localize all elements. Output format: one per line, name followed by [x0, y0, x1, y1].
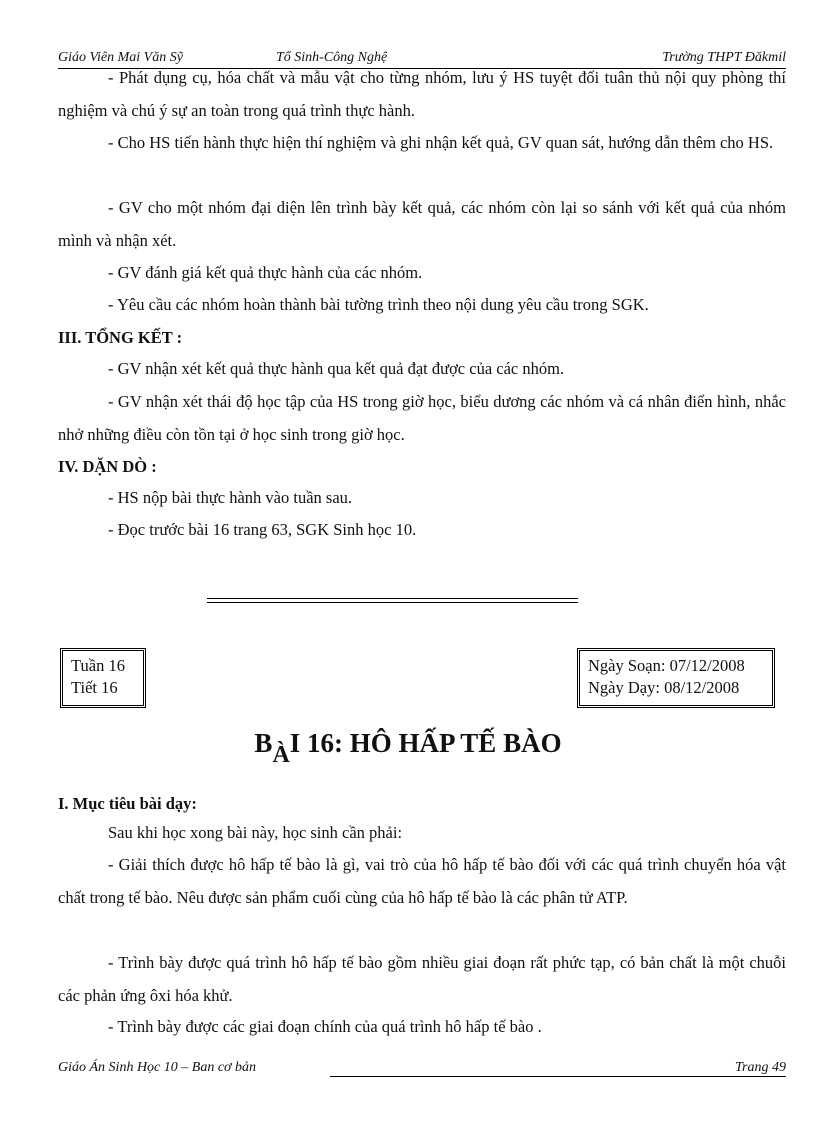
week-box [60, 648, 146, 708]
lesson-title [0, 728, 816, 768]
prepared-date: Ngày Soạn: 07/12/2008 [588, 656, 745, 675]
practice-paragraph-2: - Cho HS tiến hành thực hiện thí nghiệm và ghi nhận kết quả, GV quan sát, hướng dẫn thêm cho HS. [108, 133, 774, 152]
lesson-title-b: B [254, 728, 273, 758]
objectives-paragraph-2: - Trình bày được quá trình hô hấp tế bào gồm nhiều giai đoạn rất phức tạp, có bản chất là một chuỗi các phản ứng ôxi hóa khử. [58, 953, 786, 1005]
practice-paragraph-5: - Yêu cầu các nhóm hoàn thành bài tường trình theo nội dung yêu cầu trong SGK. [108, 295, 649, 314]
summary-paragraph-1: - GV nhận xét kết quả thực hành qua kết quả đạt được của các nhóm. [108, 359, 565, 378]
practice-paragraph-3: - GV cho một nhóm đại diện lên trình bày kết quả, các nhóm còn lại so sánh với kết quả của nhóm mình và nhận xét. [58, 198, 786, 250]
week-label: Tuần 16 [71, 656, 125, 675]
practice-paragraph-4: - GV đánh giá kết quả thực hành của các nhóm. [108, 263, 423, 282]
lesson-title-rest: I 16: HÔ HẤP TẾ BÀO [289, 728, 562, 758]
header-school: Trường THPT Đăkmil [662, 50, 786, 65]
practice-paragraph-1: - Phát dụng cụ, hóa chất và mẫu vật cho từng nhóm, lưu ý HS tuyệt đối tuân thủ nội quy phòng thí nghiệm và chú ý sự an toàn trong quá trình thực hành. [58, 68, 786, 120]
summary-heading: III. TỔNG KẾT : [58, 328, 183, 347]
objectives-heading: I. Mục tiêu bài dạy: [58, 794, 197, 813]
homework-heading: IV. DẶN DÒ : [58, 457, 157, 476]
date-box [577, 648, 775, 708]
section-divider [207, 598, 578, 603]
header-teacher: Giáo Viên Mai Văn Sỹ [58, 50, 183, 65]
footer-page-number: Trang 49 [735, 1060, 786, 1075]
homework-paragraph-2: - Đọc trước bài 16 trang 63, SGK Sinh học 10. [108, 520, 417, 539]
homework-paragraph-1: - HS nộp bài thực hành vào tuần sau. [108, 488, 353, 507]
summary-paragraph-2: - GV nhận xét thái độ học tập của HS trong giờ học, biểu dương các nhóm và cá nhân điển hình, nhắc nhở những điều còn tồn tại ở học sinh trong giờ học. [58, 392, 786, 444]
period-label: Tiết 16 [71, 678, 118, 697]
footer-rule [330, 1076, 786, 1077]
header-department: Tổ Sinh-Công Nghệ [276, 50, 388, 65]
taught-date: Ngày Dạy: 08/12/2008 [588, 678, 740, 697]
lesson-title-a: À [272, 742, 290, 768]
page-footer [58, 1060, 786, 1078]
objectives-paragraph-3: - Trình bày được các giai đoạn chính của quá trình hô hấp tế bào . [108, 1017, 542, 1036]
footer-course: Giáo Án Sinh Học 10 – Ban cơ bản [58, 1060, 257, 1075]
objectives-intro: Sau khi học xong bài này, học sinh cần phải: [108, 823, 403, 842]
objectives-paragraph-1: - Giải thích được hô hấp tế bào là gì, vai trò của hô hấp tế bào đối với các quá trình chuyển hóa vật chất trong tế bào. Nêu được sản phẩm cuối cùng của hô hấp tế bào là các phân tử ATP. [58, 855, 786, 907]
